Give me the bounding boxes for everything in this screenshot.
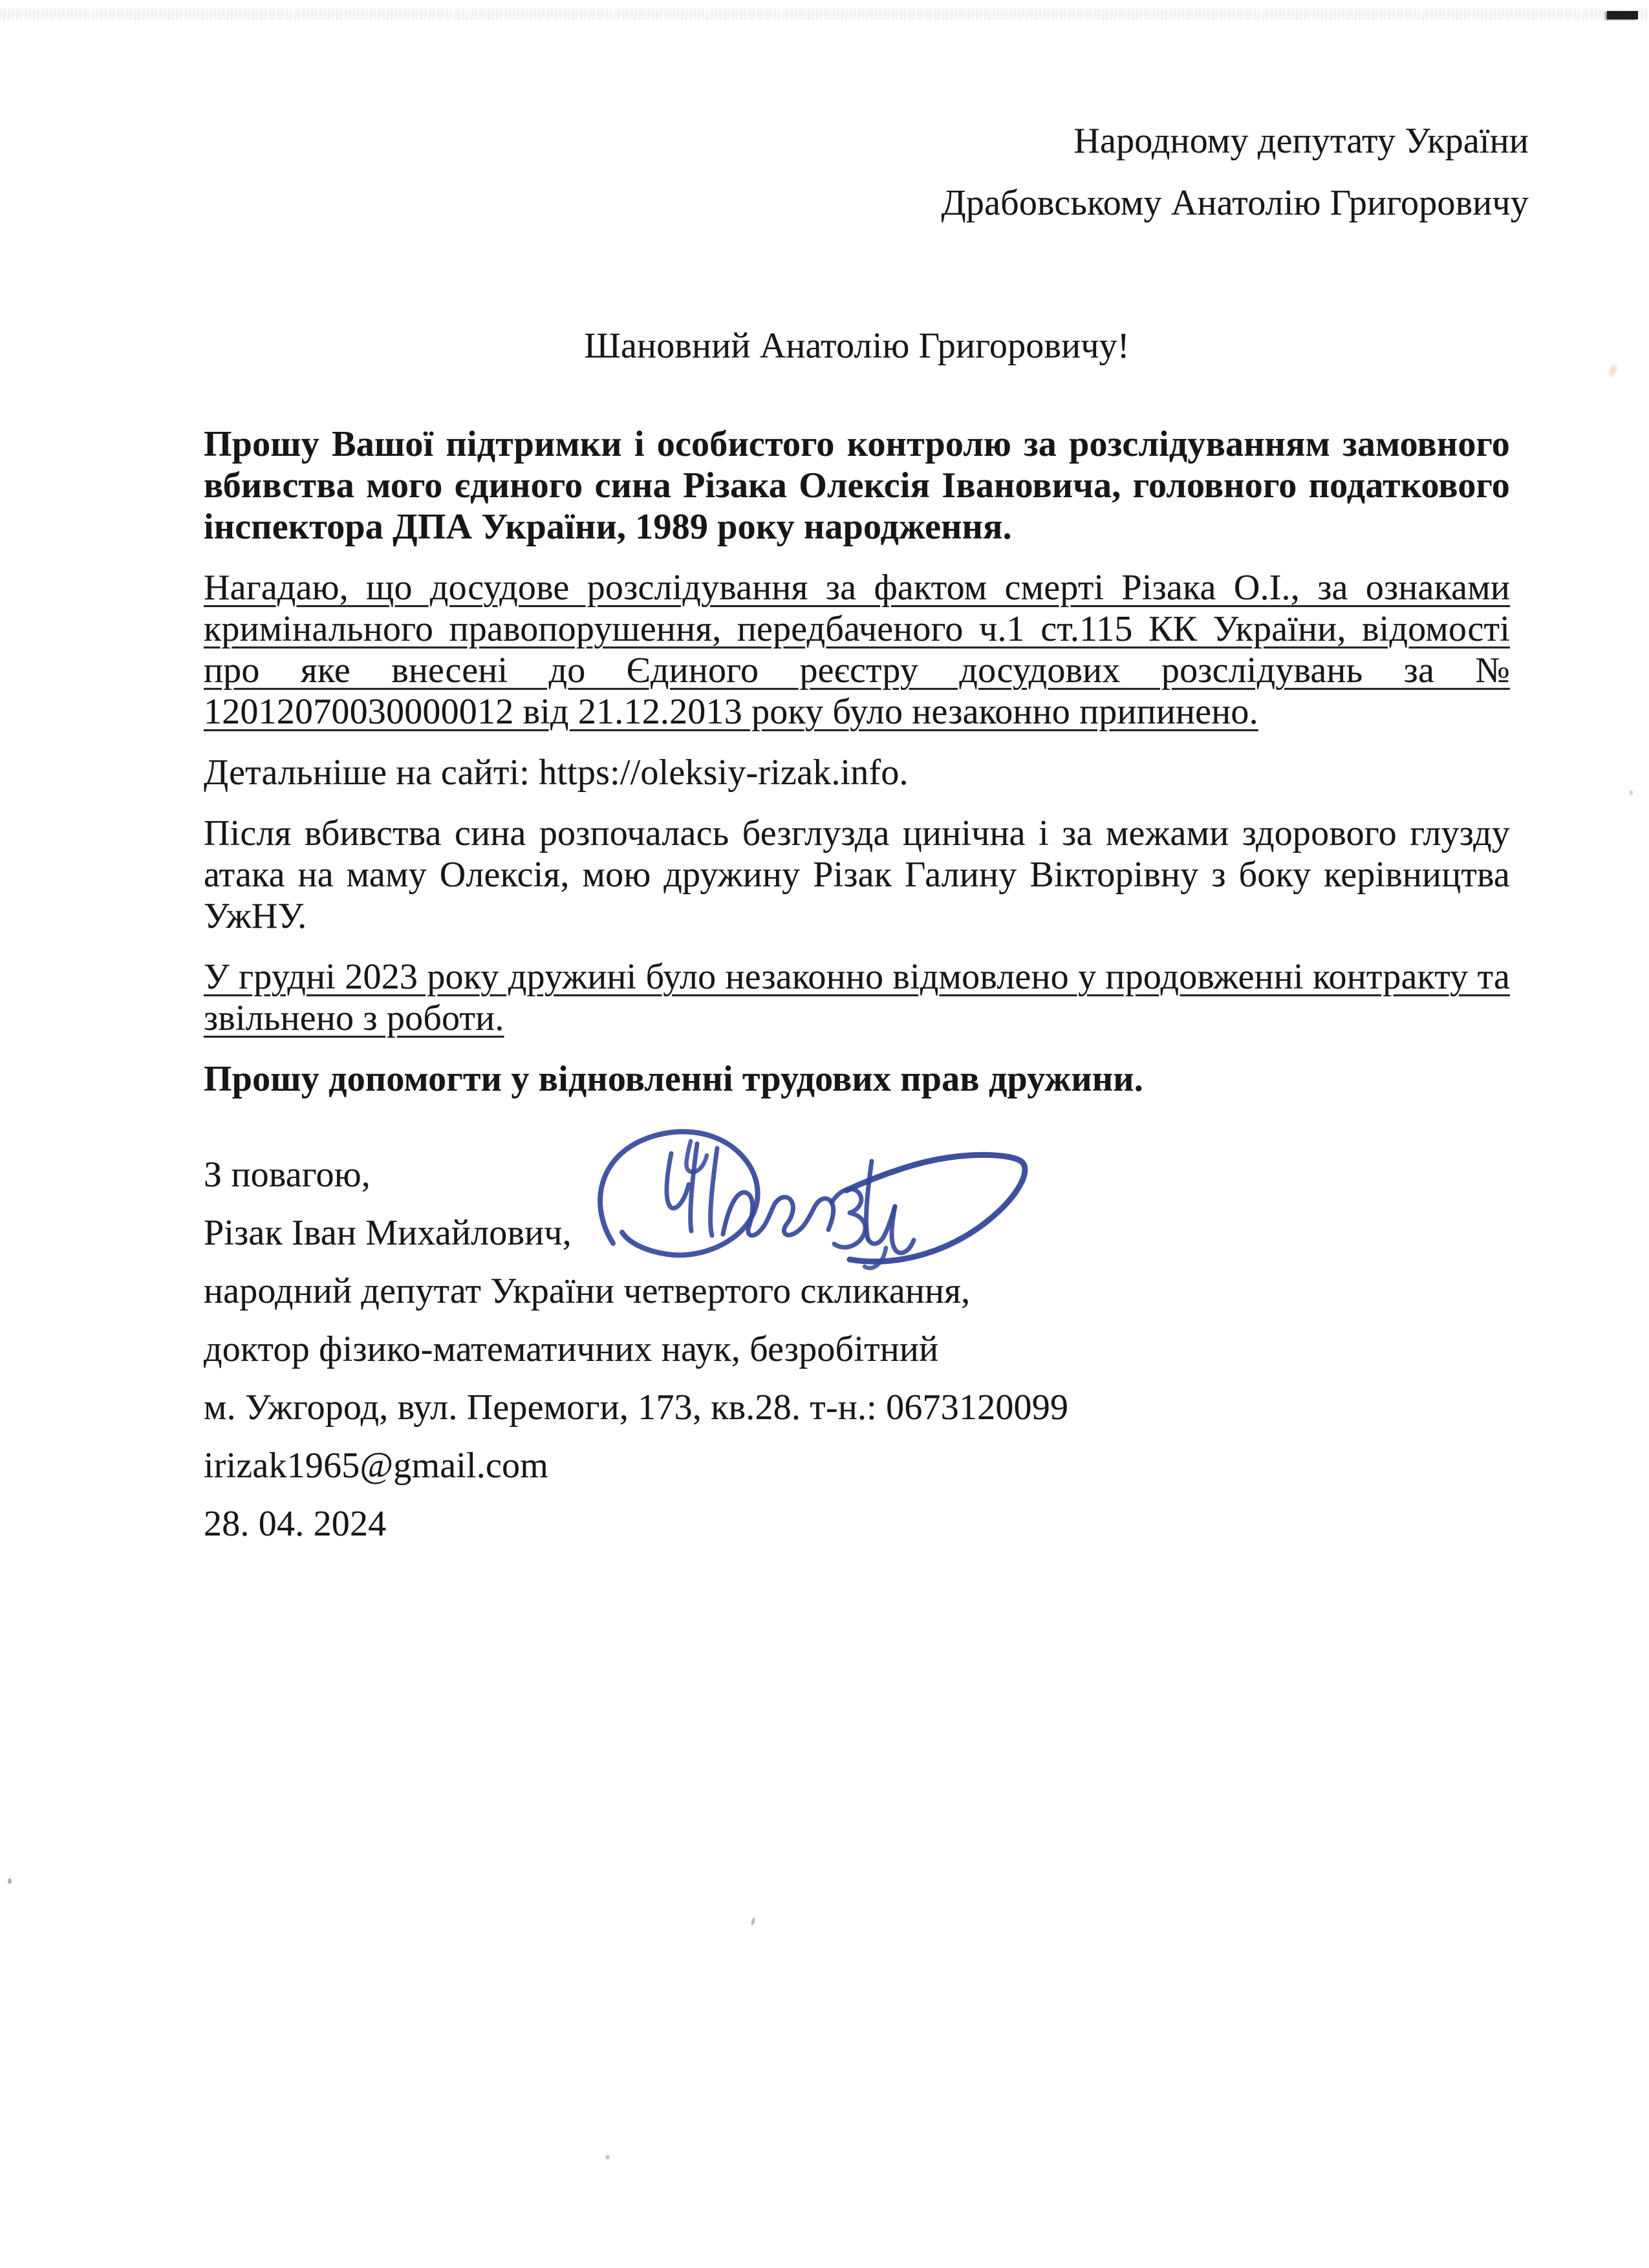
paragraph-investigation-facts: Нагадаю, що досудове розслідування за фактом смерті Різака О.І., за ознаками кримінального правопорушення, передбаченого ч.1 ст.115 КК України, відомості про яке внесені до Єдиного реєстру досудових розслідувань за № 12012070030000012 від 21.12.2013 року було незаконно припинено. [204,568,1510,732]
paragraph-contract-dismissal: У грудні 2023 року дружині було незаконно відмовлено у продовженні контракту та звільнено з роботи. [204,957,1510,1038]
paragraph-attack-on-wife: Після вбивства сина розпочалась безглузда цинічна і за межами здорового глузду атака на маму Олексія, мою дружину Різак Галину Вікторівну з боку керівництва УжНУ. [204,813,1510,936]
sender-email: irizak1965@gmail.com [204,1446,548,1486]
salutation: Шановний Анатолію Григоровичу! [584,326,1130,366]
sender-name: Різак Іван Михайлович, [204,1213,572,1253]
paragraph-help-request: Прошу допомогти у відновленні трудових прав дружини. [204,1059,1143,1099]
sender-title-1: народний депутат України четвертого скликання, [204,1271,971,1311]
scan-speck [605,2155,610,2159]
paragraph-main-request: Прошу Вашої підтримки і особистого контролю за розслідуванням замовного вбивства мого єдиного сина Різака Олексія Івановича, головного податкового інспектора ДПА України, 1989 року народження. [204,424,1510,547]
recipient-block [941,120,1529,244]
scan-corner-artifact [1607,11,1638,19]
scan-speck [1605,361,1621,380]
scan-speck [1630,790,1633,795]
scan-speck [751,1918,756,1926]
handwritten-signature [594,1124,1068,1287]
closing-line: З повагою, [204,1155,371,1195]
letter-body [204,423,1510,1119]
recipient-line-2: Драбовському Анатолію Григоровичу [941,183,1529,223]
scan-speck [8,1878,12,1884]
sender-title-2: доктор фізико-математичних наук, безробітний [204,1329,939,1369]
paragraph-website: Детальніше на сайті: https://oleksiy-rizak.info. [204,753,909,793]
sender-address: м. Ужгород, вул. Перемоги, 173, кв.28. т-н.: 0673120099 [204,1387,1069,1428]
letter-date: 28. 04. 2024 [204,1504,387,1544]
scan-top-streak-artifact [0,9,1649,20]
recipient-line-1: Народному депутату України [1073,121,1529,161]
